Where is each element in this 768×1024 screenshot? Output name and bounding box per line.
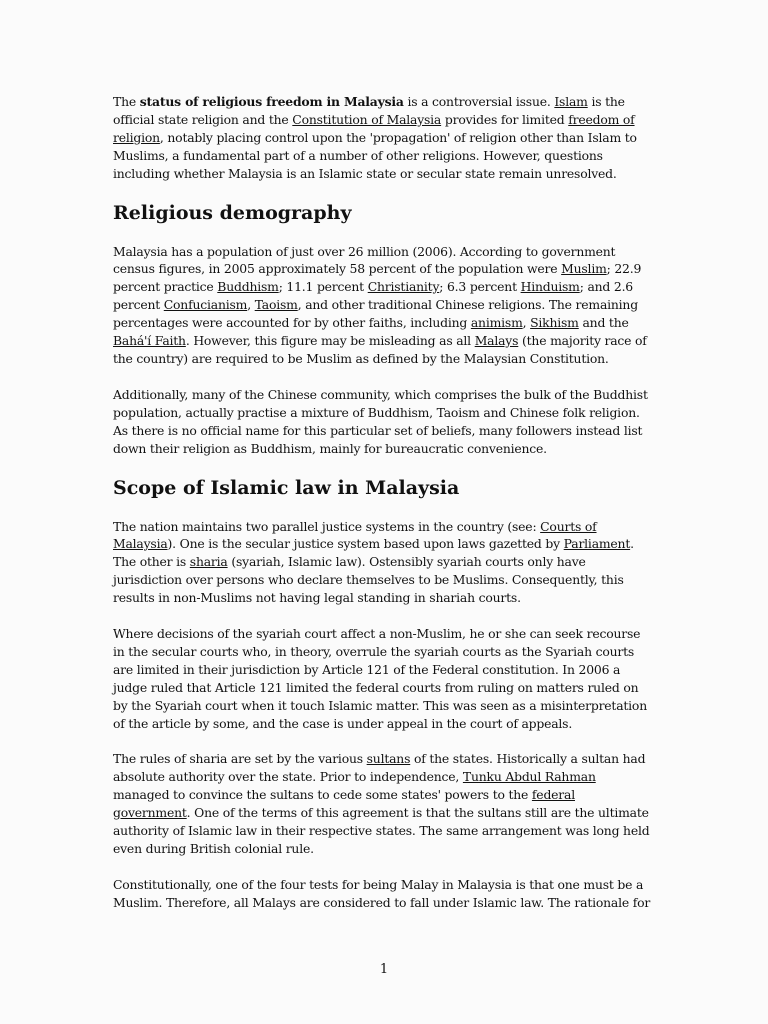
text: of the states. Historically a sultan had absolute authority over the state. Prior to independence, (113, 751, 646, 785)
justice-systems-paragraph (113, 518, 653, 608)
link-tunku-abdul-rahman[interactable]: Tunku Abdul Rahman (462, 769, 596, 785)
link-freedom-of-religion[interactable]: freedom of religion (113, 111, 635, 145)
text: . One of the terms of this agreement is that the sultans still are the ultimate authority of Islamic law in their respective states. The same arrangement was long held even during British colonial rule. (113, 805, 650, 856)
text: ; and 2.6 percent (113, 279, 633, 313)
text: The (113, 94, 140, 109)
text: is a controversial issue. (403, 94, 555, 109)
text: and the (578, 315, 629, 331)
text: is the official state religion and the (113, 94, 625, 127)
link-constitution-of-malaysia[interactable]: Constitution of Malaysia (292, 111, 442, 127)
text: ). One is the secular justice system based upon laws gazetted by (167, 536, 564, 552)
link-hinduism[interactable]: Hinduism (520, 279, 580, 295)
text: ; 6.3 percent (439, 279, 521, 295)
link-federal-government[interactable]: federal government (113, 787, 575, 821)
heading-religious-demography: Religious demography (113, 201, 352, 224)
text: . The other is (113, 536, 634, 570)
link-bahai-faith[interactable]: Bahá'í Faith (113, 333, 186, 349)
link-muslim[interactable]: Muslim (561, 261, 607, 277)
link-buddhism[interactable]: Buddhism (217, 279, 279, 295)
text: , notably placing control upon the 'propagation' of religion other than Islam to Muslims, a fundamental part of a number of other religions. However, questions including whether Malaysia is an Islamic state or secular state remain unresolved. (113, 129, 637, 181)
text: The nation maintains two parallel justice systems in the country (see: (113, 518, 541, 534)
link-islam[interactable]: Islam (554, 94, 588, 109)
text: provides for limited (441, 111, 569, 127)
link-sikhism[interactable]: Sikhism (530, 315, 579, 331)
page-number: 1 (379, 962, 389, 977)
link-parliament[interactable]: Parliament (563, 536, 631, 552)
link-confucianism[interactable]: Confucianism (163, 297, 248, 313)
text: ; 22.9 percent practice (113, 261, 642, 295)
text: ; 11.1 percent (278, 279, 368, 295)
link-animism[interactable]: animism (470, 315, 523, 331)
intro-paragraph (113, 93, 653, 183)
chinese-community-paragraph: Additionally, many of the Chinese community, which comprises the bulk of the Buddhist population, actually practise a mixture of Buddhism, Taoism and Chinese folk religion. As there is no official name for this particular set of beliefs, many followers instead list down their religion as Buddhism, mainly for bureaucratic convenience. (113, 386, 648, 456)
text: The rules of sharia are set by the various (113, 751, 367, 767)
text: , and other traditional Chinese religions. The remaining percentages were accounted for by other faiths, including (113, 297, 638, 331)
heading-scope-of-islamic-law: Scope of Islamic law in Malaysia (113, 476, 460, 499)
text: , (247, 297, 255, 313)
text: (syariah, Islamic law). Ostensibly syariah courts only have jurisdiction over persons who declare themselves to be Muslims. Consequently, this results in non-Muslims not having legal standing in shariah courts. (113, 554, 624, 606)
text: managed to convince the sultans to cede some states' powers to the (113, 787, 532, 803)
link-courts-of-malaysia[interactable]: Courts of Malaysia (113, 518, 597, 552)
demography-paragraph (113, 243, 653, 368)
link-malays[interactable]: Malays (474, 333, 519, 349)
text: Malaysia has a population of just over 26 million (2006). According to government census figures, in 2005 approximately 58 percent of the population were (113, 243, 616, 277)
link-sultans[interactable]: sultans (366, 751, 411, 767)
sultans-paragraph (113, 750, 653, 857)
text: , (522, 315, 531, 331)
text: (the majority race of the country) are required to be Muslim as defined by the Malaysian Constitution. (113, 333, 647, 366)
text: . However, this figure may be misleading as all (185, 333, 475, 349)
link-sharia[interactable]: sharia (189, 554, 228, 570)
syariah-court-paragraph: Where decisions of the syariah court affect a non-Muslim, he or she can seek recourse in the secular courts who, in theory, overrule the syariah courts as the Syariah courts are limited in their jurisdiction by Article 121 of the Federal constitution. In 2006 a judge ruled that Article 121 limited the federal courts from ruling on matters ruled on by the Syariah court when it touch Islamic matter. This was seen as a misinterpretation of the article by some, and the case is under appeal in the court of appeals. (113, 626, 647, 731)
constitutional-paragraph: Constitutionally, one of the four tests for being Malay in Malaysia is that one must be a Muslim. Therefore, all Malays are considered to fall under Islamic law. The rationale for (113, 876, 651, 910)
link-christianity[interactable]: Christianity (367, 279, 440, 295)
bold-term: status of religious freedom in Malaysia (139, 94, 404, 109)
link-taoism[interactable]: Taoism (254, 297, 298, 313)
article-body (113, 93, 653, 930)
